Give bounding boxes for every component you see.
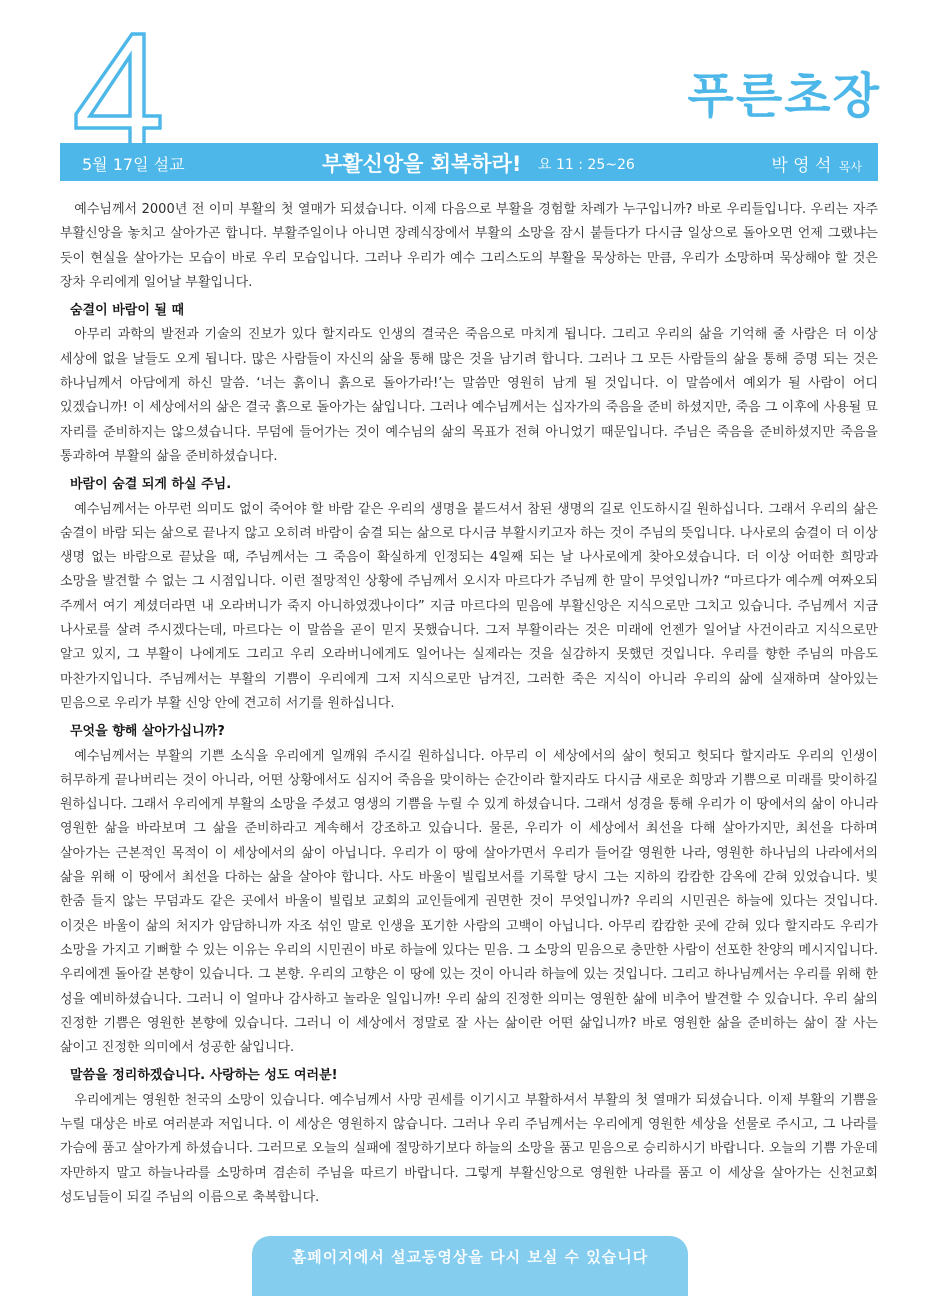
video-notice-banner	[252, 1236, 688, 1296]
scripture-reference: 요 11 : 25~26	[538, 157, 635, 173]
section-paragraph: 우리에게는 영원한 천국의 소망이 있습니다. 예수님께서 사망 권세를 이기시고 부활하셔서 부활의 첫 열매가 되셨습니다. 이제 부활의 기쁨을 누릴 대상은 바로 여러분과 저입니다. 이 세상은 영원하지 않습니다. 그러나 우리 주님께서는 우리에게 영원한 세상을 선물로 주시고, 그 나라를 가슴에 품고 살아가게 하셨습니다. 그러므로 오늘의 실패에 절망하기보다 하늘의 소망을 품고 믿음으로 승리하시기 바랍니다. 오늘의 기쁨 가운데 자만하지 말고 하늘나라를 소망하며 겸손히 주님을 따르기 바랍니다. 그렇게 부활신앙으로 영원한 나라를 품고 이 세상을 살아가는 신천교회 성도님들이 되길 주님의 이름으로 축복합니다.	[60, 1092, 878, 1205]
speaker	[771, 151, 862, 176]
page-number-outline-figure	[74, 30, 164, 150]
sermon-body	[60, 198, 878, 1210]
speaker-name: 박 영 석	[771, 156, 832, 176]
section-paragraph: 예수님께서는 부활의 기쁜 소식을 우리에게 일깨워 주시길 원하십니다. 아무리 이 세상에서의 삶이 헛되고 헛되다 할지라도 우리의 인생이 허무하게 끝나버리는 것이 아니라, 어떤 상황에서도 심지어 죽음을 맞이하는 순간이라 할지라도 다시금 새로운 희망과 기쁨으로 미래를 맞이하길 원하십니다. 그래서 우리에게 부활의 소망을 주셨고 영생의 기쁨을 누릴 수 있게 하셨습니다. 그래서 성경을 통해 우리가 이 땅에서의 삶이 아니라 영원한 삶을 바라보며 그 삶을 준비하라고 계속해서 강조하고 있습니다. 물론, 우리가 이 세상에서 최선을 다해 살아가지만, 최선을 다하며 살아가는 근본적인 목적이 이 세상에서의 삶이 아닙니다. 우리가 이 땅에 살아가면서 우리가 들어갈 영원한 나라, 영원한 하나님의 나라에서의 삶을 위해 이 땅에서 최선을 다하는 삶을 살아야 합니다. 사도 바울이 빌립보서를 기록할 당시 그는 지하의 캄캄한 감옥에 갇혀 있었습니다. 빛 한줌 들지 않는 무덤과도 같은 곳에서 바울이 빌립보 교회의 교인들에게 권면한 것이 무엇입니까? 우리의 시민권은 하늘에 있다는 것입니다. 이것은 바울이 삶의 처지가 암담하니까 자조 섞인 말로 인생을 포기한 사람의 고백이 아닙니다. 아무리 캄캄한 곳에 갇혀 있다 할지라도 우리가 소망을 가지고 기뻐할 수 있는 이유는 우리의 시민권이 바로 하늘에 있다는 믿음. 그 소망의 믿음으로 충만한 사람이 선포한 찬양의 메시지입니다. 우리에겐 돌아갈 본향이 있습니다. 그 본향. 우리의 고향은 이 땅에 있는 것이 아니라 하늘에 있는 것입니다. 그리고 하나님께서는 우리를 위해 한 성을 예비하셨습니다. 그러니 이 얼마나 감사하고 놀라운 일입니까! 우리 삶의 진정한 의미는 영원한 삶에 비추어 발견할 수 있습니다. 우리 삶의 진정한 기쁨은 영원한 본향에 있습니다. 그러니 이 세상에서 정말로 잘 사는 삶이란 어떤 삶입니까? 바로 영원한 삶을 준비하는 삶이 잘 사는 삶이고 진정한 의미에서 성공한 삶입니다.	[60, 748, 878, 1056]
speaker-role: 목사	[838, 160, 862, 174]
brand-title: 푸른초장	[687, 68, 881, 124]
sermon-date: 5월 17일 설교	[82, 155, 185, 174]
sermon-title: 부활신앙을 회복하라!	[322, 152, 522, 176]
section-heading: 바람이 숨결 되게 하실 주님.	[70, 477, 232, 493]
video-notice-text: 홈페이지에서 설교동영상을 다시 보실 수 있습니다	[291, 1248, 649, 1266]
section-heading: 숨결이 바람이 될 때	[70, 303, 185, 319]
section-paragraph: 아무리 과학의 발전과 기술의 진보가 있다 할지라도 인생의 결국은 죽음으로 마치게 됩니다. 그리고 우리의 삶을 기억해 줄 사람은 더 이상 세상에 없을 날들도 오게 됩니다. 많은 사람들이 자신의 삶을 통해 많은 것을 남기려 합니다. 그러나 그 모든 사람들의 삶을 통해 증명 되는 것은 하나님께서 아담에게 하신 말씀. ‘너는 흙이니 흙으로 돌아가라!’는 말씀만 영원히 남게 될 것입니다. 이 말씀에서 예외가 될 사람이 어디 있겠습니까! 이 세상에서의 삶은 결국 흙으로 돌아가는 삶입니다. 그러나 예수님께서는 십자가의 죽음을 준비 하셨지만, 죽음 그 이후에 사용될 묘 자리를 준비하지는 않으셨습니다. 무덤에 들어가는 것이 예수님의 삶의 목표가 전혀 아니었기 때문입니다. 주님은 죽음을 준비하셨지만 죽음을 통과하여 부활의 삶을 준비하셨습니다.	[60, 327, 878, 464]
intro-paragraph: 예수님께서 2000년 전 이미 부활의 첫 열매가 되셨습니다. 이제 다음으로 부활을 경험할 차례가 누구입니까? 바로 우리들입니다. 우리는 자주 부활신앙을 놓치고 살아가곤 합니다. 부활주일이나 아니면 장례식장에서 부활의 소망을 잠시 붙들다가 다시금 일상으로 돌아오면 언제 그랬냐는 듯이 현실을 살아가는 모습이 바로 우리 모습입니다. 그러나 우리가 예수 그리스도의 부활을 묵상하는 만큼, 우리가 소망하며 묵상해야 할 것은 장차 우리에게 일어날 부활입니다.	[60, 202, 878, 290]
section-heading: 무엇을 향해 살아가십니까?	[70, 724, 225, 740]
section-heading: 말씀을 정리하겠습니다. 사랑하는 성도 여러분!	[70, 1068, 338, 1084]
sermon-header-bar	[60, 143, 878, 181]
section-paragraph: 예수님께서는 아무런 의미도 없이 죽어야 할 바람 같은 우리의 생명을 붙드셔서 참된 생명의 길로 인도하시길 원하십니다. 그래서 우리의 삶은 숨결이 바람 되는 삶으로 끝나지 않고 오히려 바람이 숨결 되는 삶으로 다시금 부활시키고자 하는 것이 주님의 뜻입니다. 나사로의 숨결이 더 이상 생명 없는 바람으로 끝났을 때, 주님께서는 그 죽음이 확실하게 인정되는 4일째 되는 날 나사로에게 찾아오셨습니다. 더 이상 어떠한 희망과 소망을 발견할 수 없는 그 시점입니다. 이런 절망적인 상황에 주님께서 오시자 마르다가 주님께 한 말이 무엇입니까? “마르다가 예수께 여짜오되 주께서 여기 계셨더라면 내 오라버니가 죽지 아니하였겠나이다” 지금 마르다의 믿음에 부활신앙은 지식으로만 그치고 있습니다. 주님께서 지금 나사로를 살려 주시겠다는데, 마르다는 이 말씀을 곧이 믿지 못했습니다. 그저 부활이라는 것은 미래에 언젠가 일어날 사건이라고 지식으로만 알고 있지, 그 부활이 나에게도 그리고 우리 오라버니에게도 일어나는 실제라는 것을 실감하지 못했던 것입니다. 우리를 향한 주님의 마음도 마찬가지입니다. 주님께서는 부활의 기쁨이 우리에게 그저 지식으로만 남겨진, 그러한 죽은 지식이 아니라 우리의 삶에 실재하며 살아있는 믿음으로 우리가 부활 신앙 안에 견고히 서기를 원하십니다.	[60, 501, 878, 711]
page-number	[74, 30, 164, 150]
